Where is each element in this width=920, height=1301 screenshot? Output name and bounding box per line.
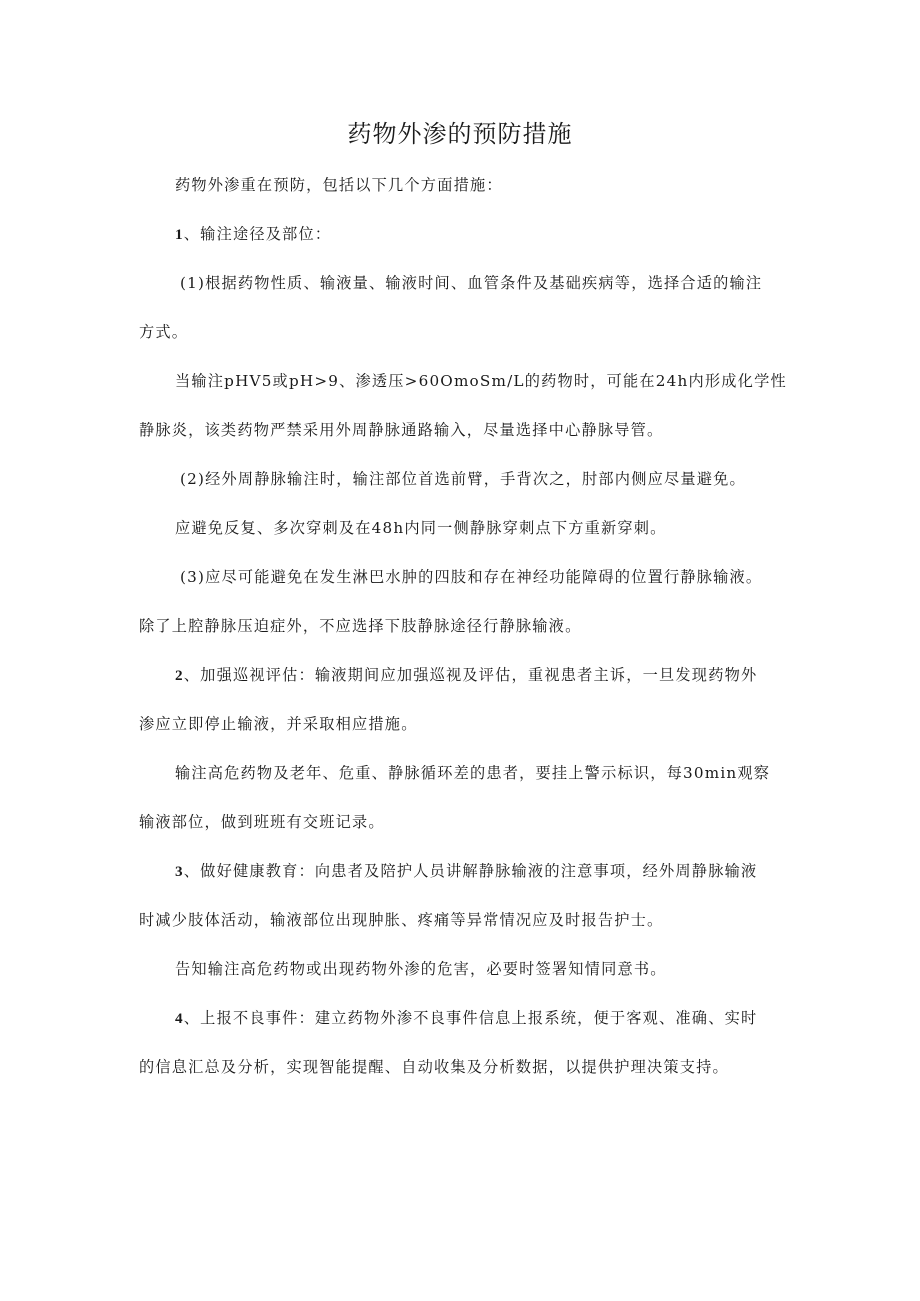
section-4-number: 4 xyxy=(175,1010,184,1027)
section-1-number: 1 xyxy=(175,226,184,243)
ph-paragraph-line-1: 当输注pHV5或pH>9、渗透压>60OmoSm/L的药物时，可能在24h内形成化学性 xyxy=(175,372,787,390)
document-title: 药物外渗的预防措施 xyxy=(347,120,573,148)
section-2-line-2: 渗应立即停止输液，并采取相应措施。 xyxy=(139,715,418,733)
item-3-line-1: (3)应尽可能避免在发生淋巴水肿的四肢和存在神经功能障碍的位置行静脉输液。 xyxy=(180,568,763,586)
section-2-number: 2 xyxy=(175,667,184,684)
item-2-line-1: (2)经外周静脉输注时，输注部位首选前臂，手背次之，肘部内侧应尽量避免。 xyxy=(180,470,746,488)
section-4-line-1 xyxy=(175,1007,757,1030)
ph-paragraph-line-2: 静脉炎，该类药物严禁采用外周静脉通路输入，尽量选择中心静脉导管。 xyxy=(139,421,664,439)
section-1-heading-text: 、输注途径及部位： xyxy=(183,225,332,243)
section-3-number: 3 xyxy=(175,863,184,880)
section-3-line-1 xyxy=(175,860,757,883)
item-1-line-2: 方式。 xyxy=(139,323,189,341)
section-4-text-line-1: 、上报不良事件：建立药物外渗不良事件信息上报系统，便于客观、准确、实时 xyxy=(183,1009,758,1027)
inform-paragraph: 告知输注高危药物或出现药物外渗的危害，必要时签署知情同意书。 xyxy=(175,960,667,978)
item-3-line-2: 除了上腔静脉压迫症外，不应选择下肢静脉途径行静脉输液。 xyxy=(139,617,582,635)
high-risk-paragraph-line-2: 输液部位，做到班班有交班记录。 xyxy=(139,813,385,831)
section-3-text-line-1: 、做好健康教育：向患者及陪护人员讲解静脉输液的注意事项，经外周静脉输液 xyxy=(183,862,758,880)
intro-paragraph: 药物外渗重在预防，包括以下几个方面措施： xyxy=(175,176,503,194)
section-2-line-1 xyxy=(175,664,757,687)
section-4-line-2: 的信息汇总及分析，实现智能提醒、自动收集及分析数据，以提供护理决策支持。 xyxy=(139,1058,729,1076)
section-3-line-2: 时减少肢体活动，输液部位出现肿胀、疼痛等异常情况应及时报告护士。 xyxy=(139,911,664,929)
item-1-line-1: (1)根据药物性质、输液量、输液时间、血管条件及基础疾病等，选择合适的输注 xyxy=(180,274,763,292)
section-1-heading xyxy=(175,223,331,246)
high-risk-paragraph-line-1: 输注高危药物及老年、危重、静脉循环差的患者，要挂上警示标识，每30min观察 xyxy=(175,764,771,782)
avoid-paragraph: 应避免反复、多次穿刺及在48h内同一侧静脉穿刺点下方重新穿刺。 xyxy=(175,519,667,537)
section-2-text-line-1: 、加强巡视评估：输液期间应加强巡视及评估，重视患者主诉，一旦发现药物外 xyxy=(183,666,758,684)
